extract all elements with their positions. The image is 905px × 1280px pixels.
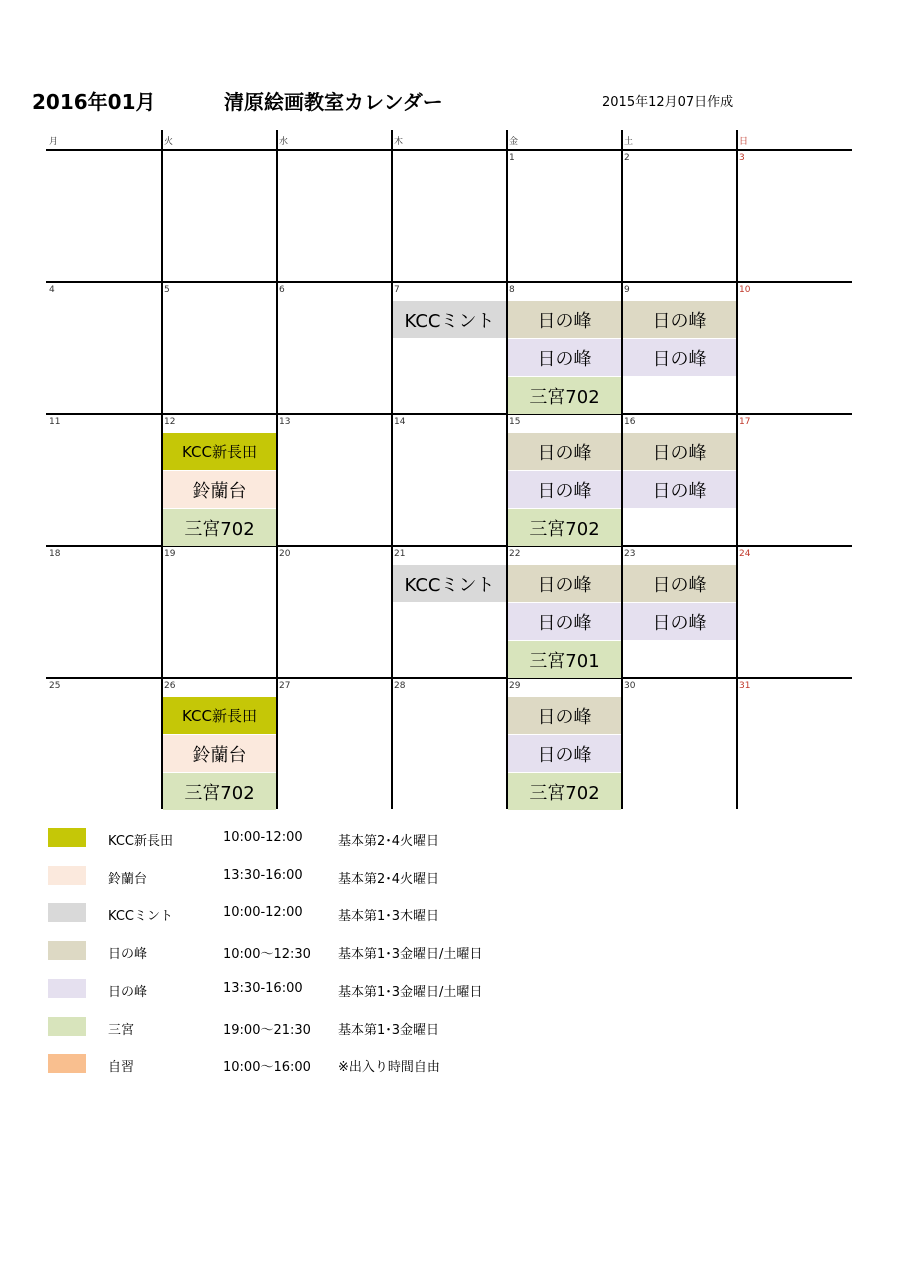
day-number: 29 (509, 681, 521, 691)
day-number: 17 (739, 417, 751, 427)
legend-name: 三宮 (108, 1022, 135, 1038)
legend-note: 基本第1･3金曜日 (338, 1022, 440, 1038)
day-number: 11 (49, 417, 61, 427)
class-event: 日の峰 (623, 565, 736, 602)
legend-swatch (48, 828, 86, 847)
class-event: 日の峰 (508, 433, 621, 470)
day-number: 1 (509, 153, 515, 163)
day-number: 5 (164, 285, 170, 295)
class-event: KCC新長田 (163, 433, 276, 470)
day-number: 7 (394, 285, 400, 295)
legend-time: 19:00～21:30 (223, 1022, 311, 1038)
day-number: 27 (279, 681, 291, 691)
legend-name: KCCミント (108, 909, 173, 925)
class-event: 日の峰 (508, 603, 621, 640)
class-event: 日の峰 (623, 301, 736, 338)
day-number: 4 (49, 285, 55, 295)
class-event: 日の峰 (508, 339, 621, 376)
class-event: KCCミント (393, 565, 506, 602)
weekday-header: 火 (164, 137, 174, 147)
day-number: 13 (279, 417, 291, 427)
day-number: 9 (624, 285, 630, 295)
day-number: 21 (394, 549, 406, 559)
legend-row (46, 941, 646, 961)
legend-name: 日の峰 (108, 984, 148, 1000)
class-event: KCCミント (393, 301, 506, 338)
day-divider (736, 130, 738, 809)
day-number: 31 (739, 681, 751, 691)
day-number: 8 (509, 285, 515, 295)
legend-time: 10:00～16:00 (223, 1060, 311, 1076)
legend-row (46, 1017, 646, 1037)
week-divider (46, 413, 852, 415)
weekday-header: 金 (509, 137, 519, 147)
legend-swatch (48, 1054, 86, 1073)
class-event: 三宮702 (163, 509, 276, 546)
legend-note: 基本第2･4火曜日 (338, 871, 440, 887)
class-event: 日の峰 (623, 471, 736, 508)
legend (46, 828, 746, 1088)
legend-swatch (48, 903, 86, 922)
day-number: 2 (624, 153, 630, 163)
class-event: 日の峰 (508, 697, 621, 734)
day-number: 10 (739, 285, 751, 295)
legend-swatch (48, 941, 86, 960)
day-number: 18 (49, 549, 61, 559)
class-event: 日の峰 (508, 301, 621, 338)
legend-name: 日の峰 (108, 947, 148, 963)
day-number: 22 (509, 549, 521, 559)
class-event: 三宮702 (508, 773, 621, 810)
legend-note: 基本第2･4火曜日 (338, 834, 440, 849)
legend-time: 10:00-12:00 (223, 830, 303, 845)
legend-time: 10:00-12:00 (223, 905, 303, 921)
class-event: 三宮702 (508, 377, 621, 414)
class-event: 日の峰 (623, 603, 736, 640)
day-number: 15 (509, 417, 521, 427)
class-event: 日の峰 (508, 735, 621, 772)
day-divider (276, 130, 278, 809)
legend-swatch (48, 979, 86, 998)
legend-row (46, 1054, 646, 1074)
day-divider (391, 130, 393, 809)
legend-name: 鈴蘭台 (108, 871, 148, 887)
legend-note: 基本第1･3金曜日/土曜日 (338, 984, 483, 1000)
legend-swatch (48, 1017, 86, 1036)
legend-row (46, 979, 646, 999)
class-event: 日の峰 (508, 471, 621, 508)
class-event: 三宮702 (163, 773, 276, 810)
legend-time: 13:30-16:00 (223, 980, 303, 996)
day-number: 12 (164, 417, 176, 427)
day-number: 24 (739, 549, 751, 559)
class-event: 三宮702 (508, 509, 621, 546)
legend-name: KCC新長田 (108, 834, 173, 849)
legend-name: 自習 (108, 1060, 135, 1076)
day-number: 14 (394, 417, 406, 427)
class-event: 日の峰 (508, 565, 621, 602)
day-number: 25 (49, 681, 61, 691)
class-event: 日の峰 (623, 433, 736, 470)
weekday-header: 月 (49, 137, 59, 147)
created-date: 2015年12月07日作成 (602, 95, 734, 110)
day-number: 19 (164, 549, 176, 559)
week-divider (46, 149, 852, 151)
day-number: 23 (624, 549, 636, 559)
weekday-header: 日 (739, 137, 749, 147)
weekday-header: 水 (279, 137, 289, 147)
class-event: 三宮701 (508, 641, 621, 678)
legend-row (46, 866, 646, 886)
month-title: 2016年01月 (32, 90, 156, 114)
day-number: 6 (279, 285, 285, 295)
legend-swatch (48, 866, 86, 885)
weekday-header: 木 (394, 137, 404, 147)
legend-note: ※出入り時間自由 (338, 1060, 440, 1076)
day-number: 28 (394, 681, 406, 691)
calendar-title: 清原絵画教室カレンダー (224, 90, 443, 114)
class-event: KCC新長田 (163, 697, 276, 734)
class-event: 鈴蘭台 (163, 471, 276, 508)
week-divider (46, 677, 852, 679)
legend-time: 10:00～12:30 (223, 947, 311, 963)
day-number: 16 (624, 417, 636, 427)
legend-note: 基本第1･3金曜日/土曜日 (338, 947, 483, 963)
class-event: 鈴蘭台 (163, 735, 276, 772)
weekday-header: 土 (624, 137, 634, 147)
legend-row (46, 903, 646, 923)
legend-note: 基本第1･3木曜日 (338, 909, 440, 925)
legend-time: 13:30-16:00 (223, 867, 303, 883)
day-number: 26 (164, 681, 176, 691)
legend-row (46, 828, 646, 848)
day-number: 3 (739, 153, 745, 163)
day-number: 20 (279, 549, 291, 559)
calendar-grid (46, 130, 852, 810)
week-divider (46, 281, 852, 283)
day-number: 30 (624, 681, 636, 691)
class-event: 日の峰 (623, 339, 736, 376)
